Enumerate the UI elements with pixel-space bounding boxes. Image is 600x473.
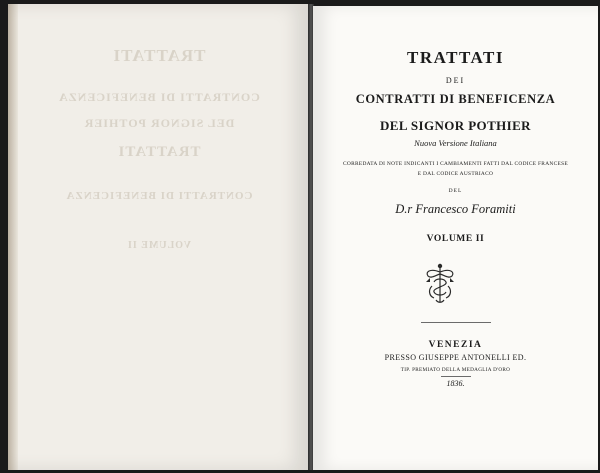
divider-rule-small (441, 376, 471, 377)
divider-rule (421, 322, 491, 323)
translator-prefix: DEL (448, 188, 463, 194)
book-title: TRATTATI (406, 48, 505, 67)
book-author: DEL SIGNOR POTHIER (380, 118, 531, 133)
bleed-through-author: DEL SIGNOR POTHIER (83, 116, 235, 130)
bleed-through-contratti: CONTRATTI DI BENEFICENZA (58, 90, 260, 104)
annotation-line-1: CORREDATA DI NOTE INDICANTI I CAMBIAMENTI FATTI DAL CODICE FRANCESE (343, 161, 568, 167)
bleed-through-title: TRATTATI (112, 46, 206, 65)
bleed-through-title-2: TRATTATI (117, 144, 201, 160)
version-note: Nuova Versione Italiana (414, 138, 497, 148)
left-page (8, 4, 310, 470)
page-edge-stain (8, 4, 18, 470)
book-subtitle: CONTRATTI DI BENEFICENZA (355, 92, 556, 106)
publication-city: VENEZIA (428, 340, 483, 350)
caduceus-emblem-icon (422, 262, 458, 304)
translator-name: D.r Francesco Foramiti (395, 202, 516, 216)
volume-number: VOLUME II (426, 234, 485, 244)
title-dei: DEI (445, 76, 466, 85)
bleed-through-contratti-2: CONTRATTI DI BENEFICENZA (65, 190, 253, 202)
publication-year: 1836. (446, 379, 465, 388)
bleed-through-volume: VOLUME II (126, 240, 192, 251)
publisher-line: PRESSO GIUSEPPE ANTONELLI ED. (384, 353, 527, 362)
title-page (313, 6, 598, 470)
annotation-line-2: E DAL CODICE AUSTRIACO (417, 171, 494, 177)
printer-line: TIP. PREMIATO DELLA MEDAGLIA D'ORO (400, 367, 511, 373)
